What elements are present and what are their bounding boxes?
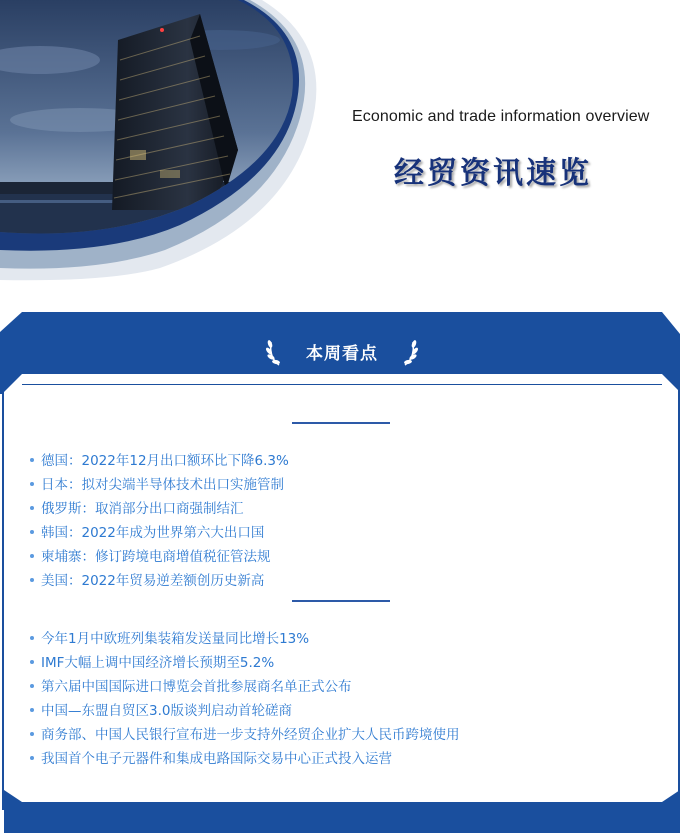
list-item[interactable] bbox=[30, 449, 289, 473]
bullet-icon bbox=[30, 554, 34, 558]
laurel-left-icon bbox=[265, 336, 287, 366]
bullet-icon bbox=[30, 732, 34, 736]
header-banner bbox=[0, 0, 684, 285]
bullet-icon bbox=[30, 506, 34, 510]
header-subtitle-en: Economic and trade information overview bbox=[352, 108, 650, 125]
weekly-highlights-card bbox=[0, 312, 684, 833]
news-link[interactable]: 俄罗斯：取消部分出口商强制结汇 bbox=[41, 501, 244, 517]
bullet-icon bbox=[30, 636, 34, 640]
bullet-icon bbox=[30, 578, 34, 582]
list-item[interactable] bbox=[30, 723, 460, 747]
news-link[interactable]: 日本：拟对尖端半导体技术出口实施管制 bbox=[41, 477, 284, 493]
laurel-right-icon bbox=[397, 336, 419, 366]
news-link[interactable]: 我国首个电子元器件和集成电路国际交易中心正式投入运营 bbox=[41, 751, 392, 767]
list-item[interactable] bbox=[30, 675, 460, 699]
header-title-cn: 经贸资讯速览 bbox=[394, 156, 592, 191]
news-link[interactable]: 韩国：2022年成为世界第六大出口国 bbox=[41, 525, 265, 541]
list-item[interactable] bbox=[30, 569, 289, 593]
bullet-icon bbox=[30, 458, 34, 462]
news-link[interactable]: 德国：2022年12月出口额环比下降6.3% bbox=[41, 453, 289, 469]
card-header bbox=[0, 336, 684, 366]
list-item[interactable] bbox=[30, 521, 289, 545]
skyscraper-illustration bbox=[0, 0, 684, 285]
news-list-international bbox=[30, 449, 289, 593]
list-item[interactable] bbox=[30, 473, 289, 497]
bullet-icon bbox=[30, 530, 34, 534]
bullet-icon bbox=[30, 660, 34, 664]
card-title: 本周看点 bbox=[306, 343, 378, 364]
bullet-icon bbox=[30, 684, 34, 688]
news-link[interactable]: 商务部、中国人民银行宣布进一步支持外经贸企业扩大人民币跨境使用 bbox=[41, 727, 460, 743]
news-link[interactable]: 柬埔寨：修订跨境电商增值税征管法规 bbox=[41, 549, 271, 565]
bullet-icon bbox=[30, 756, 34, 760]
list-item[interactable] bbox=[30, 545, 289, 569]
list-item[interactable] bbox=[30, 699, 460, 723]
bullet-icon bbox=[30, 482, 34, 486]
news-list-domestic bbox=[30, 627, 460, 771]
news-link[interactable]: 美国：2022年贸易逆差额创历史新高 bbox=[41, 573, 265, 589]
news-link[interactable]: IMF大幅上调中国经济增长预期至5.2% bbox=[41, 655, 275, 671]
news-link[interactable]: 中国—东盟自贸区3.0版谈判启动首轮磋商 bbox=[41, 703, 292, 719]
news-link[interactable]: 今年1月中欧班列集装箱发送量同比增长13% bbox=[41, 631, 310, 647]
list-item[interactable] bbox=[30, 627, 460, 651]
list-item[interactable] bbox=[30, 651, 460, 675]
section-divider-1 bbox=[292, 422, 390, 424]
bullet-icon bbox=[30, 708, 34, 712]
list-item[interactable] bbox=[30, 497, 289, 521]
list-item[interactable] bbox=[30, 747, 460, 771]
section-divider-2 bbox=[292, 600, 390, 602]
news-link[interactable]: 第六届中国国际进口博览会首批参展商名单正式公布 bbox=[41, 679, 352, 695]
